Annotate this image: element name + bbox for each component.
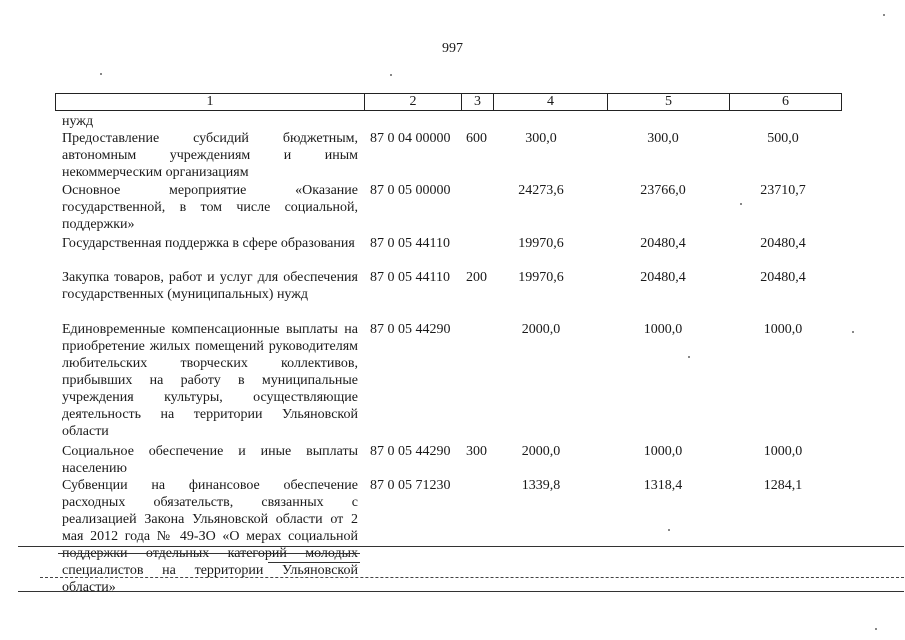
scan-speck — [688, 356, 690, 358]
row-code: 87 0 05 44110 — [370, 270, 450, 285]
row-code: 87 0 04 00000 — [370, 131, 451, 146]
row-value-col5: 1000,0 — [643, 322, 683, 337]
row-value-col5: 1000,0 — [643, 444, 683, 459]
row-value-col5: 23766,0 — [640, 183, 686, 198]
scan-speck — [100, 73, 102, 75]
row-expense-type: 200 — [466, 270, 487, 285]
row-value-col4: 1339,8 — [521, 478, 561, 493]
row-value-col6: 23710,7 — [760, 183, 806, 198]
scan-rule-line — [18, 546, 904, 547]
row-value-col5: 20480,4 — [640, 270, 686, 285]
table-header-row — [55, 93, 842, 111]
row-name: Закупка товаров, работ и услуг для обеспечения государственных (муниципальных) нужд — [62, 270, 358, 302]
scan-speck — [875, 628, 877, 630]
row-name: Предоставление субсидий бюджетным, автономным учреждениям и иным некоммерческим организациям — [62, 131, 358, 180]
row-value-col6: 1284,1 — [763, 478, 803, 493]
row-value-col4: 19970,6 — [518, 270, 564, 285]
row-name: Субвенции на финансовое обеспечение расходных обязательств, связанных с реализацией Закона Ульяновской области от 2 мая 2012 года № 49-ЗО «О мерах социальной поддержки отдельных категорий молодых специалистов на территории Ульяновской области» — [62, 478, 358, 595]
page-number: 997 — [442, 41, 463, 56]
row-code: 87 0 05 44290 — [370, 322, 451, 337]
header-col-3: 3 — [461, 94, 493, 110]
row-value-col5: 1318,4 — [643, 478, 683, 493]
scan-speck — [883, 14, 885, 16]
row-value-col6: 1000,0 — [763, 322, 803, 337]
row-name: Единовременные компенсационные выплаты на приобретение жилых помещений руководителям любительских творческих коллективов, прибывших на работу в муниципальные учреждения культуры, осуществляющие деятельность на территории Ульяновской области — [62, 322, 358, 439]
scan-speck — [390, 74, 392, 76]
header-col-1: 1 — [206, 94, 214, 109]
header-col-2: 2 — [364, 94, 461, 110]
row-value-col5: 300,0 — [647, 131, 679, 146]
row-value-col5: 20480,4 — [640, 236, 686, 251]
scan-strike-line — [268, 562, 360, 563]
row-value-col4: 2000,0 — [521, 322, 561, 337]
scan-speck — [852, 331, 854, 333]
row-value-col4: 24273,6 — [518, 183, 564, 198]
row-value-col6: 20480,4 — [760, 236, 806, 251]
scan-speck — [740, 203, 742, 205]
header-col-5: 5 — [607, 94, 729, 110]
row-value-col6: 20480,4 — [760, 270, 806, 285]
row-value-col6: 500,0 — [767, 131, 799, 146]
row-code: 87 0 05 00000 — [370, 183, 451, 198]
row-value-col4: 19970,6 — [518, 236, 564, 251]
header-col-4: 4 — [493, 94, 607, 110]
scan-speck — [668, 529, 670, 531]
row-code: 87 0 05 44110 — [370, 236, 450, 251]
row-code: 87 0 05 71230 — [370, 478, 451, 493]
row-code: 87 0 05 44290 — [370, 444, 451, 459]
row-expense-type: 300 — [466, 444, 487, 459]
row-name: Основное мероприятие «Оказание государственной, в том числе социальной, поддержки» — [62, 183, 358, 232]
scan-rule-line — [18, 591, 904, 592]
header-col-6: 6 — [729, 94, 841, 110]
row-value-col4: 300,0 — [525, 131, 557, 146]
row-value-col6: 1000,0 — [763, 444, 803, 459]
row-expense-type: 600 — [466, 131, 487, 146]
scan-strike-line — [58, 553, 360, 554]
row-name: Социальное обеспечение и иные выплаты населению — [62, 444, 358, 476]
row-name: нужд — [62, 114, 94, 129]
row-value-col4: 2000,0 — [521, 444, 561, 459]
scan-dashed-line — [40, 577, 904, 578]
row-name: Государственная поддержка в сфере образования — [62, 236, 355, 251]
